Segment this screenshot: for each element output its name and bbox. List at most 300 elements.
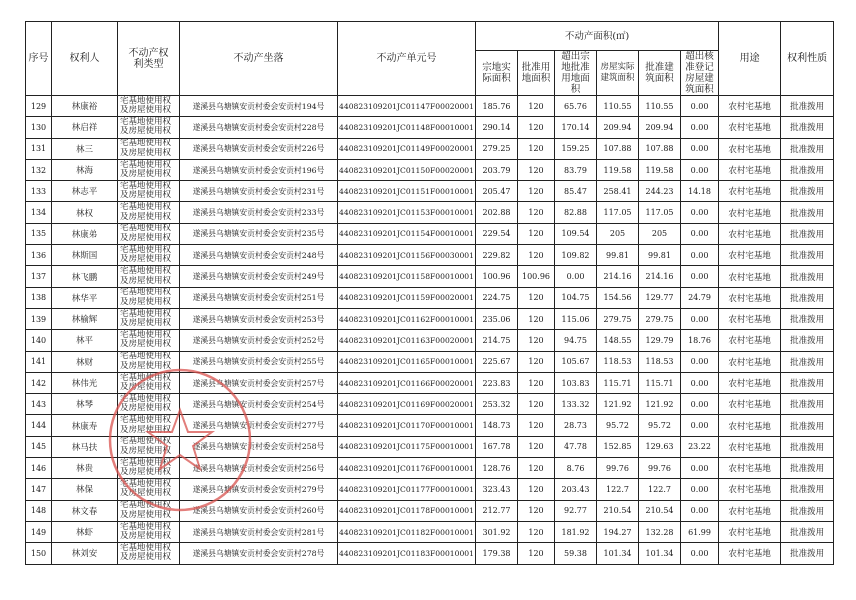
row-location: 遂溪县乌塘镇安贡村委会安贡村278号 [180,543,338,564]
row-exceed-land: 59.38 [555,543,597,564]
row-exceed-building: 61.99 [681,521,719,542]
row-nature: 批准拨用 [781,223,834,244]
table-row [26,500,834,521]
row-actual-building: 119.58 [597,159,639,180]
row-approved-building: 107.88 [639,138,681,159]
row-approved-building: 122.7 [639,479,681,500]
row-actual-building: 152.85 [597,436,639,457]
row-usage: 农村宅基地 [719,330,781,351]
row-seq: 149 [26,521,52,542]
row-usage: 农村宅基地 [719,117,781,138]
row-approved-land: 120 [518,521,555,542]
row-usage: 农村宅基地 [719,372,781,393]
row-approved-land: 120 [518,181,555,202]
row-actual-land: 290.14 [476,117,518,138]
table-row [26,543,834,564]
row-actual-land: 185.76 [476,96,518,117]
row-owner: 林虾 [52,521,118,542]
row-actual-building: 99.76 [597,458,639,479]
row-location: 遂溪县乌塘镇安贡村委会安贡村277号 [180,415,338,436]
row-unit-no: 440823109201JC01154F00010001 [338,223,476,244]
header-unit-no: 不动产单元号 [338,22,476,96]
row-exceed-land: 181.92 [555,521,597,542]
row-approved-land: 120 [518,372,555,393]
row-nature: 批准拨用 [781,330,834,351]
row-seq: 131 [26,138,52,159]
row-location: 遂溪县乌塘镇安贡村委会安贡村196号 [180,159,338,180]
row-nature: 批准拨用 [781,159,834,180]
row-owner: 林飞鹏 [52,266,118,287]
row-nature: 批准拨用 [781,202,834,223]
row-usage: 农村宅基地 [719,479,781,500]
row-actual-building: 110.55 [597,96,639,117]
row-actual-building: 214.16 [597,266,639,287]
row-unit-no: 440823109201JC01166F00020001 [338,372,476,393]
row-right-type: 宅基地使用权及房屋使用权 [118,543,180,564]
row-actual-building: 99.81 [597,245,639,266]
header-approved-land: 批准用地面积 [518,51,555,96]
row-actual-building: 117.05 [597,202,639,223]
row-approved-building: 209.94 [639,117,681,138]
row-right-type: 宅基地使用权及房屋使用权 [118,308,180,329]
row-approved-building: 129.63 [639,436,681,457]
row-actual-building: 118.53 [597,351,639,372]
row-actual-building: 95.72 [597,415,639,436]
row-unit-no: 440823109201JC01150F00020001 [338,159,476,180]
row-location: 遂溪县乌塘镇安贡村委会安贡村260号 [180,500,338,521]
row-exceed-land: 109.54 [555,223,597,244]
row-seq: 129 [26,96,52,117]
table-row [26,245,834,266]
row-location: 遂溪县乌塘镇安贡村委会安贡村231号 [180,181,338,202]
row-location: 遂溪县乌塘镇安贡村委会安贡村256号 [180,458,338,479]
row-exceed-building: 0.00 [681,96,719,117]
row-actual-building: 209.94 [597,117,639,138]
row-exceed-land: 65.76 [555,96,597,117]
row-exceed-building: 0.00 [681,415,719,436]
row-usage: 农村宅基地 [719,96,781,117]
row-approved-land: 120 [518,436,555,457]
header-location: 不动产坐落 [180,22,338,96]
row-actual-building: 122.7 [597,479,639,500]
row-seq: 136 [26,245,52,266]
row-approved-land: 120 [518,479,555,500]
row-right-type: 宅基地使用权及房屋使用权 [118,245,180,266]
row-location: 遂溪县乌塘镇安贡村委会安贡村248号 [180,245,338,266]
row-seq: 144 [26,415,52,436]
row-usage: 农村宅基地 [719,436,781,457]
row-right-type: 宅基地使用权及房屋使用权 [118,330,180,351]
table-row [26,479,834,500]
row-actual-building: 205 [597,223,639,244]
row-actual-building: 194.27 [597,521,639,542]
row-actual-land: 167.78 [476,436,518,457]
header-usage: 用途 [719,22,781,96]
row-exceed-land: 159.25 [555,138,597,159]
row-exceed-building: 18.76 [681,330,719,351]
row-actual-land: 253.32 [476,394,518,415]
row-actual-land: 229.82 [476,245,518,266]
row-approved-land: 120 [518,202,555,223]
row-usage: 农村宅基地 [719,543,781,564]
table-row [26,287,834,308]
row-exceed-building: 0.00 [681,266,719,287]
row-exceed-land: 85.47 [555,181,597,202]
row-actual-building: 258.41 [597,181,639,202]
row-exceed-land: 115.06 [555,308,597,329]
row-right-type: 宅基地使用权及房屋使用权 [118,500,180,521]
row-usage: 农村宅基地 [719,351,781,372]
table-row [26,117,834,138]
row-approved-land: 120 [518,245,555,266]
row-right-type: 宅基地使用权及房屋使用权 [118,415,180,436]
row-seq: 137 [26,266,52,287]
row-nature: 批准拨用 [781,372,834,393]
row-usage: 农村宅基地 [719,500,781,521]
row-unit-no: 440823109201JC01165F00010001 [338,351,476,372]
row-exceed-land: 133.32 [555,394,597,415]
row-approved-building: 115.71 [639,372,681,393]
row-seq: 146 [26,458,52,479]
row-actual-land: 225.67 [476,351,518,372]
row-usage: 农村宅基地 [719,308,781,329]
row-right-type: 宅基地使用权及房屋使用权 [118,181,180,202]
row-location: 遂溪县乌塘镇安贡村委会安贡村258号 [180,436,338,457]
row-exceed-land: 94.75 [555,330,597,351]
row-owner: 林文春 [52,500,118,521]
row-nature: 批准拨用 [781,394,834,415]
row-actual-building: 210.54 [597,500,639,521]
row-exceed-building: 0.00 [681,351,719,372]
row-seq: 143 [26,394,52,415]
row-usage: 农村宅基地 [719,138,781,159]
register-body [26,96,834,565]
row-approved-land: 120 [518,138,555,159]
header-seq: 序号 [26,22,52,96]
row-owner: 林权 [52,202,118,223]
row-owner: 林财 [52,351,118,372]
row-exceed-building: 23.22 [681,436,719,457]
header-actual-land: 宗地实际面积 [476,51,518,96]
row-actual-land: 323.43 [476,479,518,500]
row-nature: 批准拨用 [781,521,834,542]
row-seq: 135 [26,223,52,244]
row-owner: 林保 [52,479,118,500]
table-row [26,138,834,159]
table-row [26,458,834,479]
row-owner: 林榆辉 [52,308,118,329]
row-approved-building: 279.75 [639,308,681,329]
table-row [26,96,834,117]
header-exceed-building: 超出核准登记房屋建筑面积 [681,51,719,96]
row-usage: 农村宅基地 [719,458,781,479]
row-seq: 147 [26,479,52,500]
row-approved-land: 120 [518,394,555,415]
row-right-type: 宅基地使用权及房屋使用权 [118,394,180,415]
row-approved-land: 120 [518,351,555,372]
row-exceed-land: 105.67 [555,351,597,372]
header-owner: 权利人 [52,22,118,96]
table-row [26,308,834,329]
row-location: 遂溪县乌塘镇安贡村委会安贡村257号 [180,372,338,393]
row-exceed-land: 104.75 [555,287,597,308]
table-row [26,351,834,372]
row-owner: 林伟光 [52,372,118,393]
row-right-type: 宅基地使用权及房屋使用权 [118,138,180,159]
row-exceed-building: 0.00 [681,245,719,266]
row-usage: 农村宅基地 [719,266,781,287]
row-owner: 林马扶 [52,436,118,457]
table-row [26,202,834,223]
row-nature: 批准拨用 [781,138,834,159]
row-approved-land: 120 [518,458,555,479]
row-seq: 130 [26,117,52,138]
row-unit-no: 440823109201JC01148F00010001 [338,117,476,138]
table-row [26,394,834,415]
row-unit-no: 440823109201JC01147F00020001 [338,96,476,117]
row-right-type: 宅基地使用权及房屋使用权 [118,372,180,393]
row-location: 遂溪县乌塘镇安贡村委会安贡村252号 [180,330,338,351]
table-row [26,159,834,180]
row-seq: 140 [26,330,52,351]
row-approved-building: 101.34 [639,543,681,564]
row-actual-land: 202.88 [476,202,518,223]
row-actual-land: 279.25 [476,138,518,159]
row-usage: 农村宅基地 [719,394,781,415]
row-seq: 142 [26,372,52,393]
row-actual-building: 154.56 [597,287,639,308]
row-owner: 林三 [52,138,118,159]
row-nature: 批准拨用 [781,479,834,500]
row-actual-land: 301.92 [476,521,518,542]
row-exceed-land: 109.82 [555,245,597,266]
row-actual-land: 235.06 [476,308,518,329]
row-usage: 农村宅基地 [719,287,781,308]
row-approved-land: 120 [518,287,555,308]
row-exceed-building: 0.00 [681,458,719,479]
row-right-type: 宅基地使用权及房屋使用权 [118,479,180,500]
register-sheet [25,21,833,565]
row-actual-land: 224.75 [476,287,518,308]
row-owner: 林琴 [52,394,118,415]
row-approved-building: 129.77 [639,287,681,308]
row-usage: 农村宅基地 [719,181,781,202]
row-unit-no: 440823109201JC01151F00010001 [338,181,476,202]
table-row [26,415,834,436]
row-owner: 林康寿 [52,415,118,436]
row-nature: 批准拨用 [781,351,834,372]
row-owner: 林华平 [52,287,118,308]
row-location: 遂溪县乌塘镇安贡村委会安贡村281号 [180,521,338,542]
row-nature: 批准拨用 [781,308,834,329]
row-location: 遂溪县乌塘镇安贡村委会安贡村251号 [180,287,338,308]
row-approved-building: 129.79 [639,330,681,351]
row-actual-land: 214.75 [476,330,518,351]
row-unit-no: 440823109201JC01178F00010001 [338,500,476,521]
row-location: 遂溪县乌塘镇安贡村委会安贡村279号 [180,479,338,500]
row-approved-building: 121.92 [639,394,681,415]
row-right-type: 宅基地使用权及房屋使用权 [118,159,180,180]
row-actual-land: 212.77 [476,500,518,521]
row-right-type: 宅基地使用权及房屋使用权 [118,223,180,244]
row-unit-no: 440823109201JC01170F00010001 [338,415,476,436]
table-row [26,372,834,393]
row-approved-land: 120 [518,330,555,351]
table-row [26,181,834,202]
row-owner: 林启祥 [52,117,118,138]
row-unit-no: 440823109201JC01162F00010001 [338,308,476,329]
row-owner: 林贵 [52,458,118,479]
row-approved-building: 110.55 [639,96,681,117]
row-approved-land: 120 [518,117,555,138]
row-usage: 农村宅基地 [719,223,781,244]
row-right-type: 宅基地使用权及房屋使用权 [118,521,180,542]
row-actual-building: 121.92 [597,394,639,415]
header-right-type: 不动产权利类型 [118,22,180,96]
row-actual-land: 229.54 [476,223,518,244]
row-nature: 批准拨用 [781,245,834,266]
row-approved-land: 120 [518,159,555,180]
row-location: 遂溪县乌塘镇安贡村委会安贡村235号 [180,223,338,244]
row-unit-no: 440823109201JC01158F00010001 [338,266,476,287]
row-unit-no: 440823109201JC01153F00010001 [338,202,476,223]
row-approved-land: 120 [518,415,555,436]
row-exceed-building: 0.00 [681,308,719,329]
row-owner: 林康弟 [52,223,118,244]
row-approved-building: 117.05 [639,202,681,223]
row-actual-land: 128.76 [476,458,518,479]
row-actual-building: 101.34 [597,543,639,564]
row-approved-building: 118.53 [639,351,681,372]
row-actual-land: 148.73 [476,415,518,436]
row-actual-land: 100.96 [476,266,518,287]
row-right-type: 宅基地使用权及房屋使用权 [118,202,180,223]
row-approved-land: 120 [518,223,555,244]
row-unit-no: 440823109201JC01159F00020001 [338,287,476,308]
row-approved-land: 100.96 [518,266,555,287]
row-location: 遂溪县乌塘镇安贡村委会安贡村194号 [180,96,338,117]
row-exceed-building: 24.79 [681,287,719,308]
header-approved-building: 批准建筑面积 [639,51,681,96]
row-exceed-building: 0.00 [681,394,719,415]
row-unit-no: 440823109201JC01175F00010001 [338,436,476,457]
row-right-type: 宅基地使用权及房屋使用权 [118,351,180,372]
row-approved-building: 99.76 [639,458,681,479]
row-usage: 农村宅基地 [719,202,781,223]
row-exceed-building: 0.00 [681,138,719,159]
row-exceed-building: 0.00 [681,117,719,138]
row-approved-building: 244.23 [639,181,681,202]
row-location: 遂溪县乌塘镇安贡村委会安贡村254号 [180,394,338,415]
row-nature: 批准拨用 [781,266,834,287]
row-owner: 林海 [52,159,118,180]
row-usage: 农村宅基地 [719,159,781,180]
header-actual-building: 房屋实际建筑面积 [597,51,639,96]
row-unit-no: 440823109201JC01169F00020001 [338,394,476,415]
row-approved-building: 99.81 [639,245,681,266]
row-location: 遂溪县乌塘镇安贡村委会安贡村228号 [180,117,338,138]
row-approved-land: 120 [518,96,555,117]
row-approved-building: 210.54 [639,500,681,521]
table-row [26,330,834,351]
row-unit-no: 440823109201JC01177F00010001 [338,479,476,500]
row-exceed-land: 28.73 [555,415,597,436]
row-actual-building: 107.88 [597,138,639,159]
row-unit-no: 440823109201JC01182F00010001 [338,521,476,542]
row-actual-building: 279.75 [597,308,639,329]
row-exceed-building: 0.00 [681,500,719,521]
row-seq: 139 [26,308,52,329]
row-right-type: 宅基地使用权及房屋使用权 [118,436,180,457]
row-owner: 林刘安 [52,543,118,564]
row-nature: 批准拨用 [781,117,834,138]
row-exceed-building: 14.18 [681,181,719,202]
row-location: 遂溪县乌塘镇安贡村委会安贡村253号 [180,308,338,329]
row-exceed-building: 0.00 [681,223,719,244]
row-exceed-land: 170.14 [555,117,597,138]
table-row [26,436,834,457]
row-right-type: 宅基地使用权及房屋使用权 [118,287,180,308]
row-unit-no: 440823109201JC01176F00010001 [338,458,476,479]
row-right-type: 宅基地使用权及房屋使用权 [118,458,180,479]
header-nature: 权利性质 [781,22,834,96]
row-exceed-building: 0.00 [681,543,719,564]
row-approved-building: 119.58 [639,159,681,180]
row-exceed-land: 203.43 [555,479,597,500]
row-unit-no: 440823109201JC01163F00020001 [338,330,476,351]
row-seq: 148 [26,500,52,521]
row-unit-no: 440823109201JC01156F00030001 [338,245,476,266]
row-location: 遂溪县乌塘镇安贡村委会安贡村255号 [180,351,338,372]
header-area-group: 不动产面积(㎡) [476,22,719,51]
row-nature: 批准拨用 [781,287,834,308]
row-seq: 145 [26,436,52,457]
row-seq: 150 [26,543,52,564]
row-actual-land: 203.79 [476,159,518,180]
row-owner: 林康裕 [52,96,118,117]
row-approved-building: 205 [639,223,681,244]
row-approved-land: 120 [518,500,555,521]
row-location: 遂溪县乌塘镇安贡村委会安贡村226号 [180,138,338,159]
row-usage: 农村宅基地 [719,245,781,266]
table-row [26,521,834,542]
row-actual-building: 148.55 [597,330,639,351]
row-actual-building: 115.71 [597,372,639,393]
table-row [26,223,834,244]
row-exceed-land: 47.78 [555,436,597,457]
row-exceed-land: 83.79 [555,159,597,180]
row-actual-land: 179.38 [476,543,518,564]
row-unit-no: 440823109201JC01183F00010001 [338,543,476,564]
row-actual-land: 223.83 [476,372,518,393]
row-actual-land: 205.47 [476,181,518,202]
row-location: 遂溪县乌塘镇安贡村委会安贡村249号 [180,266,338,287]
row-nature: 批准拨用 [781,458,834,479]
row-seq: 133 [26,181,52,202]
row-usage: 农村宅基地 [719,521,781,542]
row-approved-building: 95.72 [639,415,681,436]
row-exceed-building: 0.00 [681,159,719,180]
row-exceed-land: 0.00 [555,266,597,287]
row-seq: 134 [26,202,52,223]
row-nature: 批准拨用 [781,543,834,564]
row-owner: 林平 [52,330,118,351]
row-approved-land: 120 [518,308,555,329]
row-exceed-land: 82.88 [555,202,597,223]
header-exceed-land: 超出宗地批准用地面积 [555,51,597,96]
row-exceed-building: 0.00 [681,202,719,223]
row-exceed-land: 103.83 [555,372,597,393]
